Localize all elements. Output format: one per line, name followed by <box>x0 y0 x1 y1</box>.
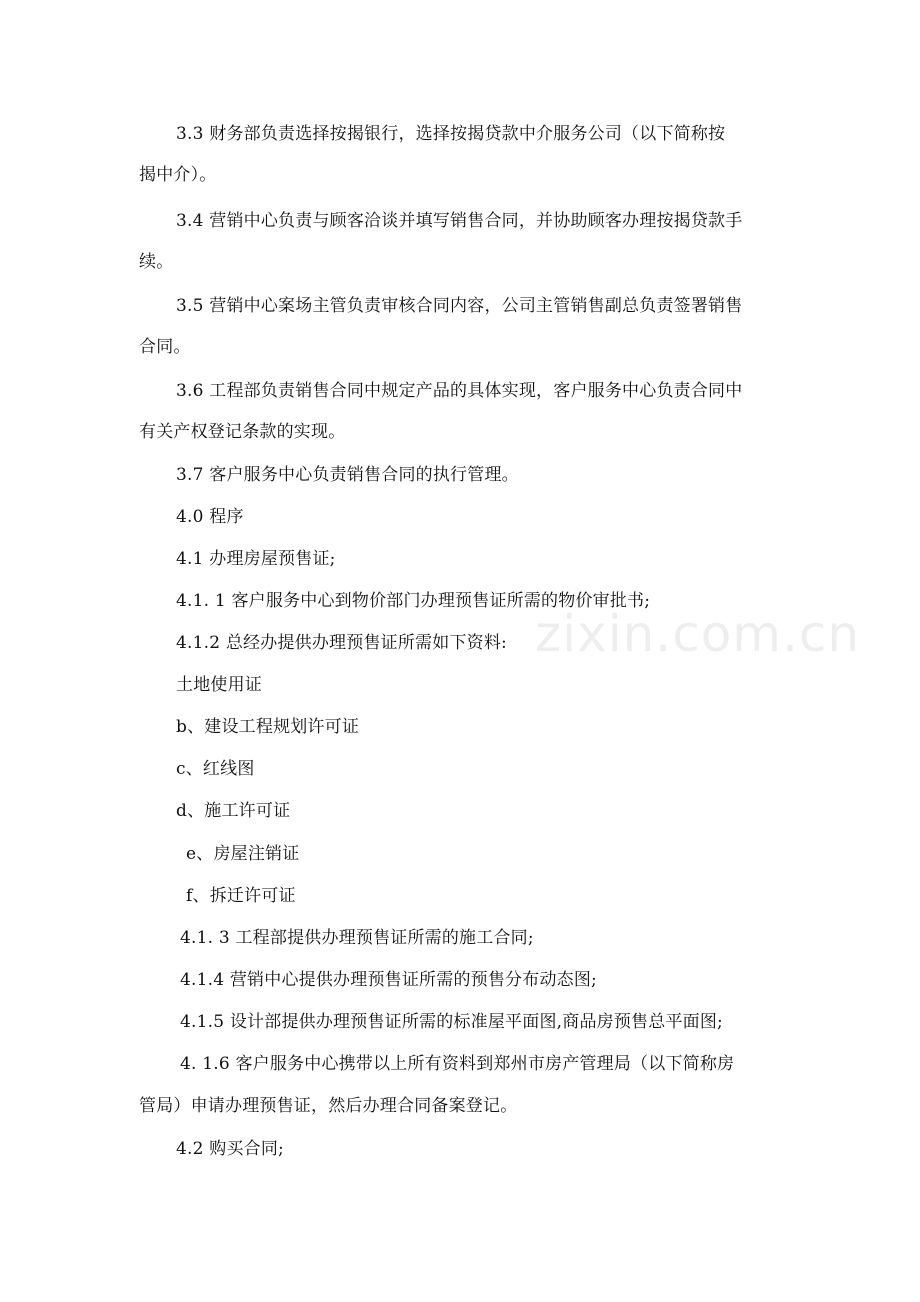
paragraph-4-1-6-line-1: 4. 1.6 客户服务中心携带以上所有资料到郑州市房产管理局（以下简称房 <box>180 1054 735 1074</box>
list-item-f: f、拆迁许可证 <box>186 886 296 906</box>
paragraph-4-1-4: 4.1.4 营销中心提供办理预售证所需的预售分布动态图; <box>180 970 597 990</box>
paragraph-4-1-3: 4.1. 3 工程部提供办理预售证所需的施工合同; <box>180 928 534 948</box>
paragraph-3-5-line-2: 合同。 <box>139 337 191 357</box>
paragraph-4-1-5: 4.1.5 设计部提供办理预售证所需的标准屋平面图,商品房预售总平面图; <box>180 1012 723 1032</box>
paragraph-4-1: 4.1 办理房屋预售证; <box>176 549 336 569</box>
list-item-a: 土地使用证 <box>176 675 262 695</box>
paragraph-4-1-6-line-2: 管局）申请办理预售证，然后办理合同备案登记。 <box>139 1096 518 1116</box>
list-item-c: c、红线图 <box>176 759 255 779</box>
section-4-0-heading: 4.0 程序 <box>176 507 244 527</box>
paragraph-4-1-1: 4.1. 1 客户服务中心到物价部门办理预售证所需的物价审批书; <box>176 591 651 611</box>
list-item-b: b、建设工程规划许可证 <box>176 717 360 737</box>
paragraph-3-6-line-2: 有关产权登记条款的实现。 <box>139 422 346 442</box>
paragraph-3-5-line-1: 3.5 营销中心案场主管负责审核合同内容，公司主管销售副总负责签署销售 <box>176 296 743 316</box>
watermark: zixin.com.cn <box>535 605 861 663</box>
list-item-e: e、房屋注销证 <box>186 844 300 864</box>
paragraph-3-7: 3.7 客户服务中心负责销售合同的执行管理。 <box>176 465 519 485</box>
paragraph-3-3-line-1: 3.3 财务部负责选择按揭银行，选择按揭贷款中介服务公司（以下简称按 <box>176 124 726 144</box>
paragraph-3-3-line-2: 揭中介）。 <box>139 165 217 185</box>
paragraph-3-6-line-1: 3.6 工程部负责销售合同中规定产品的具体实现，客户服务中心负责合同中 <box>176 381 743 401</box>
paragraph-4-2: 4.2 购买合同; <box>176 1139 284 1159</box>
paragraph-4-1-2: 4.1.2 总经办提供办理预售证所需如下资料: <box>176 633 507 653</box>
paragraph-3-4-line-1: 3.4 营销中心负责与顾客洽谈并填写销售合同，并协助顾客办理按揭贷款手 <box>176 211 743 231</box>
list-item-d: d、施工许可证 <box>176 801 291 821</box>
paragraph-3-4-line-2: 续。 <box>139 252 174 272</box>
